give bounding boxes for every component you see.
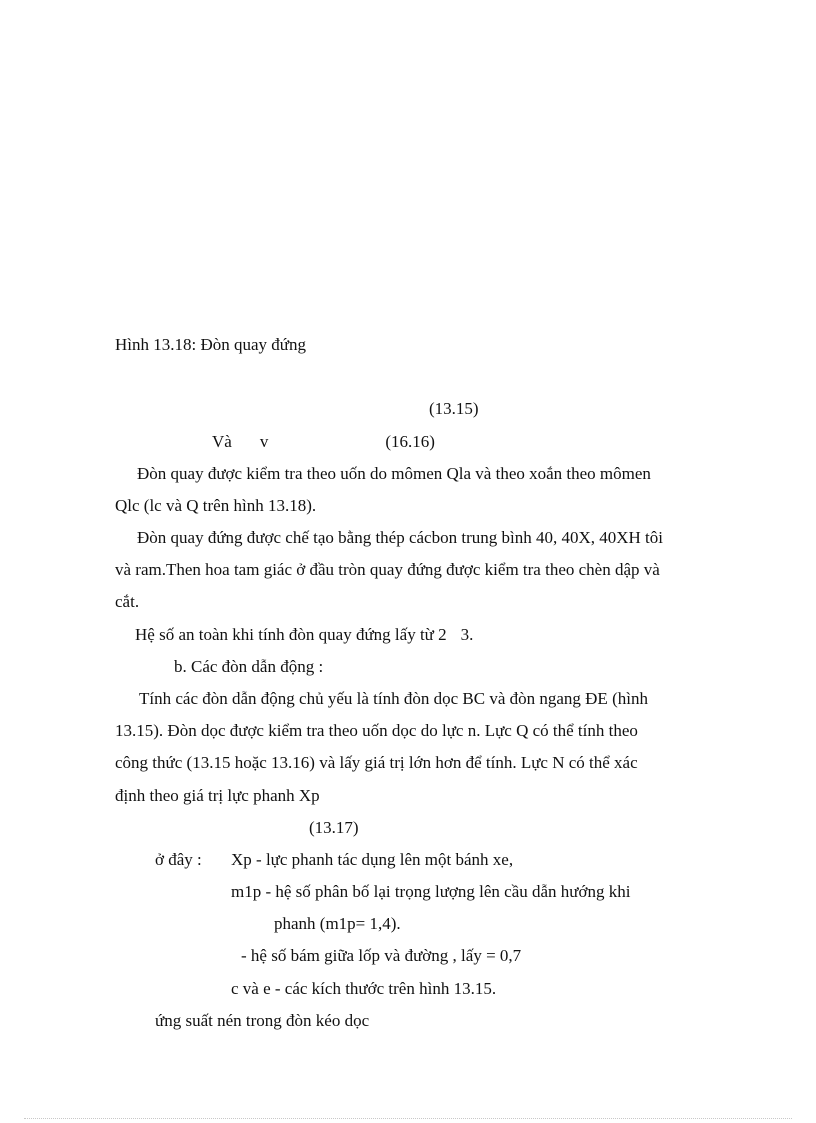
- v-symbol: v: [259, 432, 269, 451]
- equation-number-16-16: (16.16): [385, 432, 435, 451]
- stress-line: ứng suất nén trong đòn kéo dọc: [155, 1011, 370, 1030]
- where-m1p-line1: m1p - hệ số phân bố lại trọng lượng lên cầu dẫn hướng khi: [231, 882, 631, 901]
- equation-number-13-15: (13.15): [429, 399, 479, 418]
- va-word: Và: [212, 432, 232, 451]
- equation-line-16-16: [212, 432, 435, 452]
- para2-line3: cắt.: [115, 592, 140, 611]
- para2-line1: Đòn quay đứng được chế tạo bằng thép cácbon trung bình 40, 40X, 40XH tôi: [137, 528, 663, 547]
- where-m1p-line2: phanh (m1p= 1,4).: [274, 914, 401, 933]
- para1-line2: Qlc (lc và Q trên hình 13.18).: [115, 496, 317, 515]
- page-bottom-rule: [24, 1118, 792, 1119]
- para4-line1: Tính các đòn dẫn động chủ yếu là tính đòn dọc BC và đòn ngang ĐE (hình: [139, 689, 648, 708]
- section-heading-b: b. Các đòn dẫn động :: [174, 657, 324, 676]
- safety-end: 3.: [460, 625, 474, 644]
- para4-line4: định theo giá trị lực phanh Xp: [115, 786, 320, 805]
- figure-caption: Hình 13.18: Đòn quay đứng: [115, 335, 307, 354]
- where-label: ở đây :: [155, 850, 202, 869]
- where-ce: c và e - các kích thước trên hình 13.15.: [231, 979, 497, 998]
- equation-number-13-17: (13.17): [309, 818, 359, 837]
- para4-line3: công thức (13.15 hoặc 13.16) và lấy giá trị lớn hơn để tính. Lực N có thể xác: [115, 753, 638, 772]
- para4-line2: 13.15). Đòn dọc được kiểm tra theo uốn dọc do lực n. Lực Q có thể tính theo: [115, 721, 638, 740]
- where-xp: Xp - lực phanh tác dụng lên một bánh xe,: [231, 850, 514, 869]
- para1-line1: Đòn quay được kiểm tra theo uốn do mômen Qla và theo xoắn theo mômen: [137, 464, 651, 483]
- where-mu: - hệ số bám giữa lốp và đường , lấy = 0,7: [241, 946, 522, 965]
- para2-line2: và ram.Then hoa tam giác ở đầu tròn quay đứng được kiểm tra theo chèn dập và: [115, 560, 660, 579]
- safety-text: Hệ số an toàn khi tính đòn quay đứng lấy từ 2: [135, 625, 447, 644]
- para3-safety-factor: [135, 625, 473, 645]
